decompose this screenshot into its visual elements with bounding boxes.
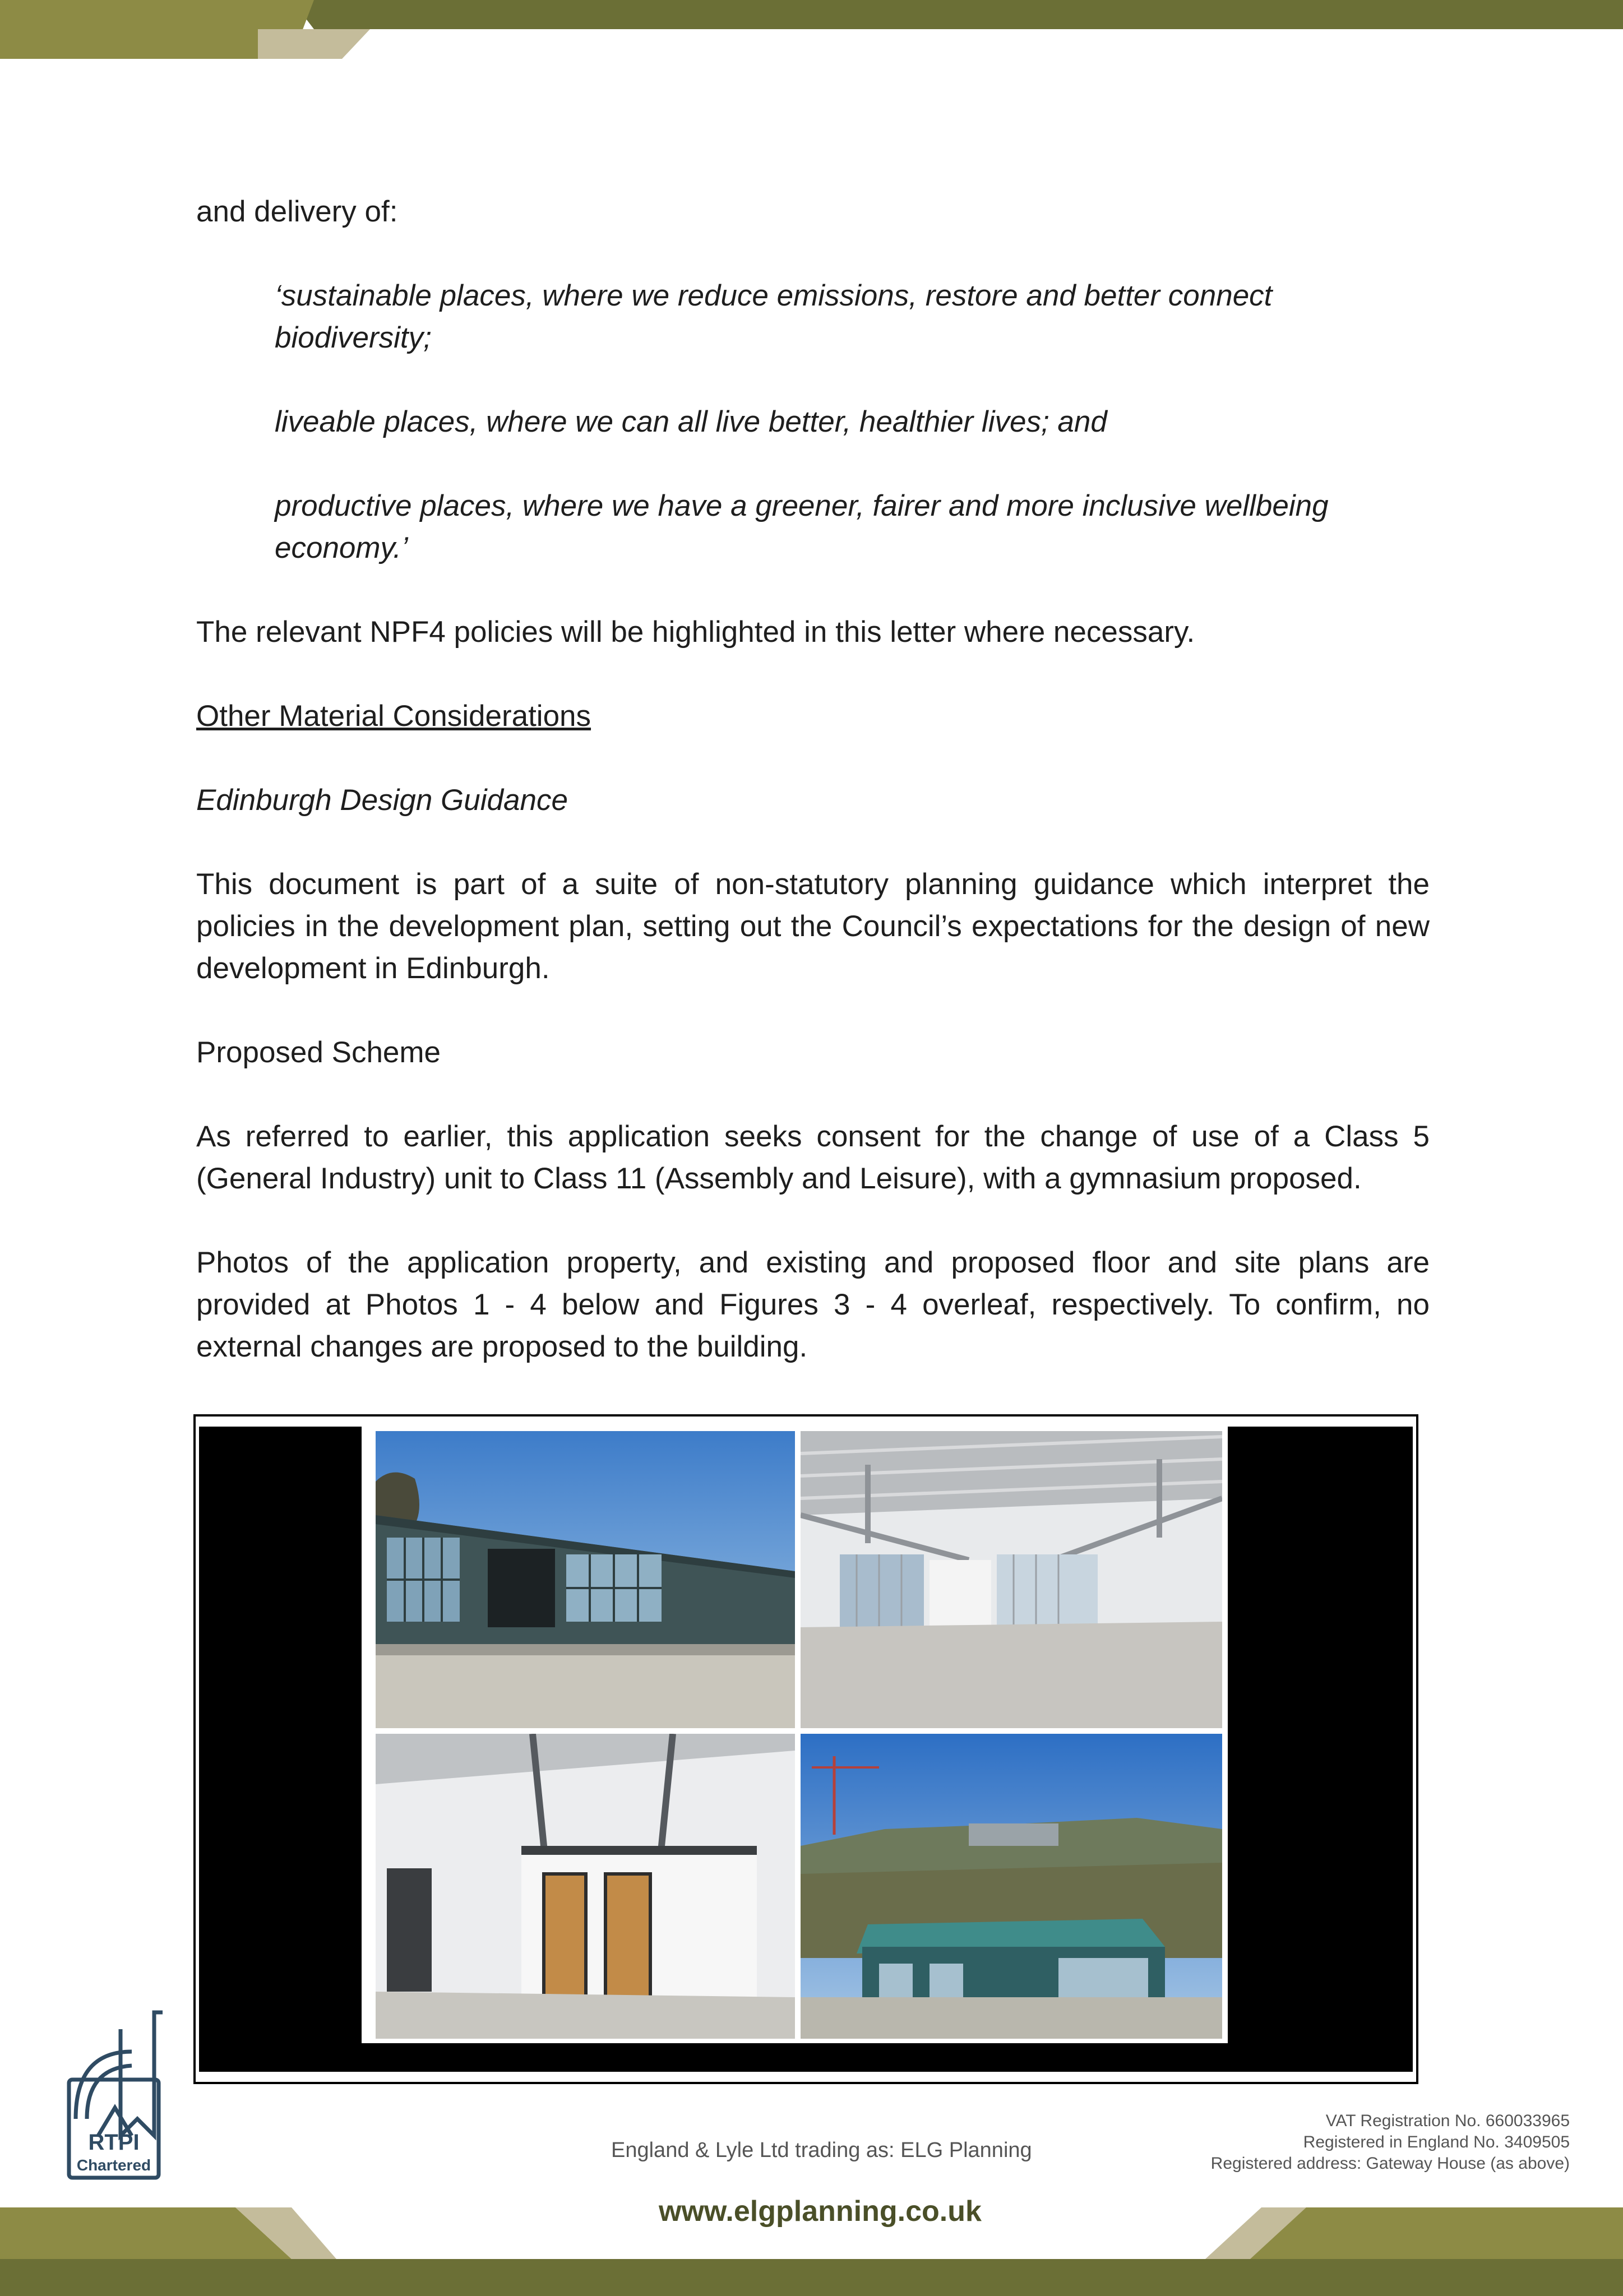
quote-liveable: liveable places, where we can all live better, healthier lives; and	[275, 405, 1107, 438]
heading-edinburgh-guidance: Edinburgh Design Guidance	[196, 784, 568, 817]
proposed-paragraph: As referred to earlier, this application seeks consent for the change of use of a Class 5 (General Industry) unit to Class 11 (Assembly and Leisure), with a gymnasium proposed.	[196, 1120, 1430, 1195]
quote-sustainable: ‘sustainable places, where we reduce emissions, restore and better connect biodiversity;	[275, 279, 1273, 354]
edinburgh-paragraph: This document is part of a suite of non-statutory planning guidance which interpret the policies in the development plan, setting out the Council’s expectations for the design of new development in Edinburgh.	[196, 868, 1430, 985]
logo-chartered-text: Chartered	[76, 2156, 151, 2174]
intro-text: and delivery of:	[196, 195, 398, 228]
registration-info	[1211, 2110, 1570, 2174]
website-link[interactable]: www.elgplanning.co.uk	[659, 2195, 982, 2228]
photo-exterior-front	[376, 1431, 795, 1728]
trading-name: England & Lyle Ltd trading as: ELG Planning	[611, 2138, 1032, 2162]
logo-rtpi-text: RTPI	[88, 2130, 140, 2155]
photo-background	[199, 1427, 1413, 2072]
photo-interior-office	[376, 1734, 795, 2039]
photo-interior-main	[801, 1431, 1222, 1728]
vat-number: VAT Registration No. 660033965	[1325, 2112, 1570, 2130]
rtpi-chartered-logo	[64, 2007, 179, 2181]
company-number: Registered in England No. 3409505	[1303, 2133, 1570, 2151]
registered-address: Registered address: Gateway House (as above)	[1210, 2154, 1570, 2173]
npf4-note: The relevant NPF4 policies will be highlighted in this letter where necessary.	[196, 615, 1195, 649]
photos-paragraph: Photos of the application property, and existing and proposed floor and site plans are provided at Photos 1 - 4 below and Figures 3 - 4 overleaf, respectively. To confirm, no external changes are proposed to the building.	[196, 1246, 1430, 1363]
header-band	[0, 0, 1623, 62]
heading-other-considerations: Other Material Considerations	[196, 700, 591, 733]
heading-proposed-scheme: Proposed Scheme	[196, 1036, 441, 1069]
photo-grid	[362, 1427, 1228, 2043]
quote-productive: productive places, where we have a greener, fairer and more inclusive wellbeing economy.’	[275, 489, 1329, 564]
photo-montage	[193, 1414, 1418, 2084]
photo-aerial-site	[801, 1734, 1222, 2039]
